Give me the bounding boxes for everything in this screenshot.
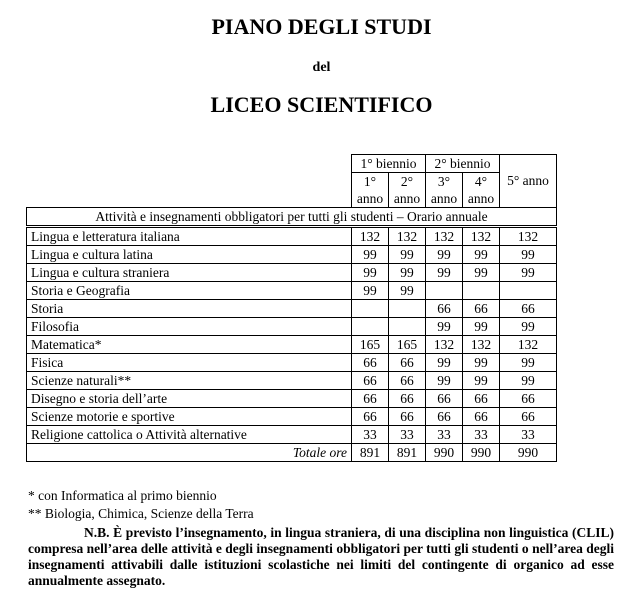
total-hours-cell: 990 [500,444,557,462]
hours-cell: 33 [389,426,426,444]
hours-cell: 132 [500,227,557,246]
subject-cell: Scienze motorie e sportive [27,408,352,426]
table-row [27,408,557,426]
hours-cell: 99 [352,264,389,282]
hours-cell: 99 [426,372,463,390]
hours-cell: 99 [426,264,463,282]
hours-cell: 66 [389,354,426,372]
hours-cell [389,300,426,318]
year-2-header: 2° [389,173,426,191]
table-row [27,300,557,318]
table-row [27,264,557,282]
year-suffix: anno [426,190,463,208]
hours-cell: 66 [426,408,463,426]
table-row [27,354,557,372]
hours-cell: 66 [463,300,500,318]
subject-cell: Lingua e cultura latina [27,246,352,264]
hours-cell: 33 [463,426,500,444]
hours-cell [352,318,389,336]
hours-cell: 132 [500,336,557,354]
hours-cell: 99 [463,372,500,390]
hours-cell: 99 [426,246,463,264]
hours-cell: 66 [500,300,557,318]
subject-cell: Storia e Geografia [27,282,352,300]
subject-cell: Religione cattolica o Attività alternative [27,426,352,444]
table-row [27,426,557,444]
hours-cell: 165 [352,336,389,354]
section-header: Attività e insegnamenti obbligatori per tutti gli studenti – Orario annuale [27,208,557,227]
hours-cell: 99 [389,264,426,282]
page-title: PIANO DEGLI STUDI [211,14,432,39]
hours-cell: 99 [426,354,463,372]
table-row [27,390,557,408]
hours-cell: 99 [463,264,500,282]
subject-cell: Disegno e storia dell’arte [27,390,352,408]
hours-cell: 66 [389,408,426,426]
hours-cell [426,282,463,300]
hours-cell: 33 [426,426,463,444]
hours-cell [352,300,389,318]
hours-cell: 99 [463,354,500,372]
hours-cell: 66 [389,390,426,408]
hours-cell: 99 [389,282,426,300]
hours-cell: 132 [463,227,500,246]
header-blank [27,173,352,191]
hours-cell: 66 [463,390,500,408]
hours-cell [463,282,500,300]
footnote-informatica: * con Informatica al primo biennio [28,488,217,503]
hours-cell: 132 [426,227,463,246]
clil-note: N.B. È previsto l’insegnamento, in lingua straniera, di una disciplina non linguistica (CLIL) compresa nell’area delle attività e degli insegnamenti obbligatori per tutti gli studenti o nell’area degli insegnamenti attivabili dalle istituzioni scolastiche nei limiti del contingente di organico ad esse annualmente assegnato. [28,525,614,588]
subject-cell: Matematica* [27,336,352,354]
table-row [27,227,557,246]
year-suffix: anno [463,190,500,208]
hours-cell: 33 [500,426,557,444]
year-3-header: 3° [426,173,463,191]
hours-cell: 99 [500,354,557,372]
hours-cell: 99 [463,246,500,264]
subject-cell: Scienze naturali** [27,372,352,390]
hours-cell: 99 [352,246,389,264]
hours-cell [389,318,426,336]
hours-cell [500,282,557,300]
hours-cell: 66 [389,372,426,390]
total-hours-cell: 891 [389,444,426,462]
table-row [27,318,557,336]
hours-cell: 66 [352,408,389,426]
hours-cell: 99 [426,318,463,336]
hours-cell: 66 [426,390,463,408]
total-hours-cell: 990 [463,444,500,462]
hours-cell: 99 [500,372,557,390]
hours-cell: 33 [352,426,389,444]
total-hours-cell: 891 [352,444,389,462]
group-1-header: 1° biennio [352,155,426,173]
header-blank [27,155,352,173]
year-suffix: anno [389,190,426,208]
header-blank [27,190,352,208]
hours-cell: 165 [389,336,426,354]
hours-cell: 66 [352,354,389,372]
year-suffix: anno [352,190,389,208]
subject-cell: Lingua e letteratura italiana [27,227,352,246]
hours-cell: 66 [500,390,557,408]
hours-cell: 132 [426,336,463,354]
hours-cell: 99 [500,318,557,336]
total-row [27,444,557,462]
fifth-year-header: 5° anno [500,155,557,208]
hours-cell: 66 [463,408,500,426]
study-plan-table [26,154,557,462]
total-hours-cell: 990 [426,444,463,462]
year-1-header: 1° [352,173,389,191]
hours-cell: 132 [463,336,500,354]
hours-cell: 132 [389,227,426,246]
hours-cell: 99 [463,318,500,336]
subject-cell: Lingua e cultura straniera [27,264,352,282]
subject-cell: Filosofia [27,318,352,336]
hours-cell: 132 [352,227,389,246]
hours-cell: 99 [389,246,426,264]
hours-cell: 66 [352,390,389,408]
school-name: LICEO SCIENTIFICO [210,92,433,117]
year-4-header: 4° [463,173,500,191]
table-row [27,282,557,300]
total-label: Totale ore [27,444,352,462]
footnote-scienze: ** Biologia, Chimica, Scienze della Terra [28,506,254,521]
hours-cell: 66 [352,372,389,390]
group-2-header: 2° biennio [426,155,500,173]
subject-cell: Storia [27,300,352,318]
title-connector: del [312,60,331,75]
table-row [27,336,557,354]
hours-cell: 99 [500,246,557,264]
table-row [27,246,557,264]
hours-cell: 66 [426,300,463,318]
hours-cell: 99 [500,264,557,282]
hours-cell: 99 [352,282,389,300]
hours-cell: 66 [500,408,557,426]
subject-cell: Fisica [27,354,352,372]
table-row [27,372,557,390]
